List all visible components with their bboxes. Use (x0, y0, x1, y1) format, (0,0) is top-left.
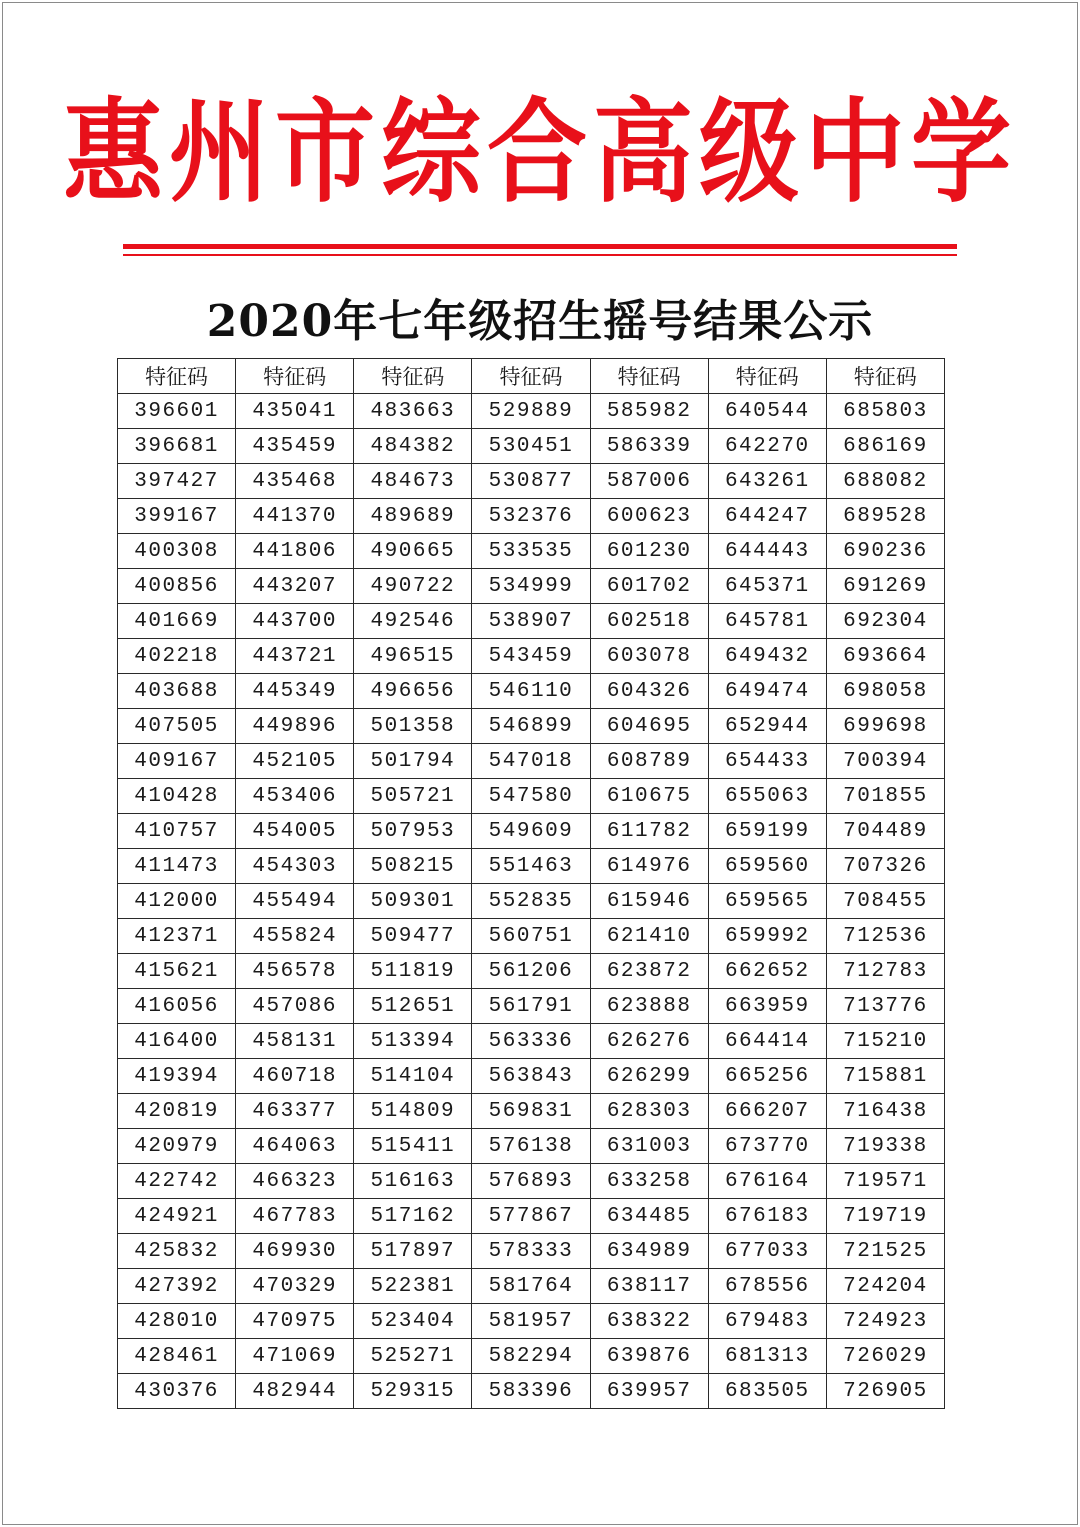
column-header: 特征码 (708, 359, 826, 394)
code-cell: 512651 (354, 989, 472, 1024)
code-cell: 604326 (590, 674, 708, 709)
code-cell: 659199 (708, 814, 826, 849)
code-cell: 509301 (354, 884, 472, 919)
code-cell: 508215 (354, 849, 472, 884)
table-row (118, 499, 945, 534)
table-row (118, 814, 945, 849)
code-cell: 460718 (236, 1059, 354, 1094)
code-cell: 410757 (118, 814, 236, 849)
code-cell: 416400 (118, 1024, 236, 1059)
code-cell: 420819 (118, 1094, 236, 1129)
code-cell: 685803 (826, 394, 944, 429)
code-cell: 659565 (708, 884, 826, 919)
code-cell: 514104 (354, 1059, 472, 1094)
code-cell: 614976 (590, 849, 708, 884)
code-cell: 623888 (590, 989, 708, 1024)
code-cell: 455824 (236, 919, 354, 954)
code-cell: 681313 (708, 1339, 826, 1374)
code-cell: 525271 (354, 1339, 472, 1374)
code-cell: 482944 (236, 1374, 354, 1409)
code-cell: 463377 (236, 1094, 354, 1129)
code-cell: 458131 (236, 1024, 354, 1059)
code-cell: 407505 (118, 709, 236, 744)
column-header: 特征码 (354, 359, 472, 394)
code-cell: 679483 (708, 1304, 826, 1339)
code-cell: 441370 (236, 499, 354, 534)
code-cell: 415621 (118, 954, 236, 989)
code-cell: 530451 (472, 429, 590, 464)
code-cell: 490722 (354, 569, 472, 604)
code-cell: 516163 (354, 1164, 472, 1199)
table-row (118, 779, 945, 814)
code-cell: 428010 (118, 1304, 236, 1339)
code-cell: 645781 (708, 604, 826, 639)
code-cell: 689528 (826, 499, 944, 534)
code-cell: 470329 (236, 1269, 354, 1304)
code-cell: 501794 (354, 744, 472, 779)
code-cell: 464063 (236, 1129, 354, 1164)
code-cell: 640544 (708, 394, 826, 429)
code-cell: 496515 (354, 639, 472, 674)
code-cell: 726029 (826, 1339, 944, 1374)
code-cell: 704489 (826, 814, 944, 849)
table-row (118, 954, 945, 989)
code-cell: 634989 (590, 1234, 708, 1269)
table-row (118, 1234, 945, 1269)
code-cell: 569831 (472, 1094, 590, 1129)
table-row (118, 1164, 945, 1199)
column-header: 特征码 (826, 359, 944, 394)
code-cell: 631003 (590, 1129, 708, 1164)
code-cell: 677033 (708, 1234, 826, 1269)
school-letterhead-title: 惠州市综合高级中学 (63, 86, 1017, 218)
code-cell: 600623 (590, 499, 708, 534)
column-header: 特征码 (236, 359, 354, 394)
code-cell: 602518 (590, 604, 708, 639)
code-cell: 610675 (590, 779, 708, 814)
code-cell: 724204 (826, 1269, 944, 1304)
code-cell: 457086 (236, 989, 354, 1024)
code-cell: 678556 (708, 1269, 826, 1304)
code-cell: 441806 (236, 534, 354, 569)
code-cell: 396681 (118, 429, 236, 464)
code-cell: 692304 (826, 604, 944, 639)
code-cell: 538907 (472, 604, 590, 639)
code-cell: 576138 (472, 1129, 590, 1164)
code-cell: 587006 (590, 464, 708, 499)
code-cell: 466323 (236, 1164, 354, 1199)
code-cell: 400856 (118, 569, 236, 604)
table-row (118, 1199, 945, 1234)
code-cell: 676164 (708, 1164, 826, 1199)
code-cell: 626299 (590, 1059, 708, 1094)
table-row (118, 1059, 945, 1094)
code-cell: 470975 (236, 1304, 354, 1339)
code-cell: 719338 (826, 1129, 944, 1164)
code-cell: 611782 (590, 814, 708, 849)
code-cell: 483663 (354, 394, 472, 429)
code-cell: 633258 (590, 1164, 708, 1199)
table-row (118, 639, 945, 674)
code-cell: 452105 (236, 744, 354, 779)
code-cell: 456578 (236, 954, 354, 989)
code-cell: 700394 (826, 744, 944, 779)
code-cell: 435459 (236, 429, 354, 464)
code-cell: 642270 (708, 429, 826, 464)
column-header: 特征码 (472, 359, 590, 394)
code-cell: 501358 (354, 709, 472, 744)
lottery-results-table (117, 358, 945, 1409)
code-cell: 514809 (354, 1094, 472, 1129)
table-row (118, 1339, 945, 1374)
code-cell: 643261 (708, 464, 826, 499)
code-cell: 690236 (826, 534, 944, 569)
table-row (118, 919, 945, 954)
code-cell: 583396 (472, 1374, 590, 1409)
table-row (118, 849, 945, 884)
code-cell: 549609 (472, 814, 590, 849)
code-cell: 626276 (590, 1024, 708, 1059)
code-cell: 716438 (826, 1094, 944, 1129)
code-cell: 420979 (118, 1129, 236, 1164)
code-cell: 532376 (472, 499, 590, 534)
code-cell: 449896 (236, 709, 354, 744)
table-row (118, 884, 945, 919)
code-cell: 601702 (590, 569, 708, 604)
code-cell: 412000 (118, 884, 236, 919)
code-cell: 604695 (590, 709, 708, 744)
code-cell: 397427 (118, 464, 236, 499)
code-cell: 719719 (826, 1199, 944, 1234)
letterhead-divider-thick (123, 244, 957, 249)
code-cell: 639957 (590, 1374, 708, 1409)
code-cell: 623872 (590, 954, 708, 989)
code-cell: 582294 (472, 1339, 590, 1374)
code-cell: 577867 (472, 1199, 590, 1234)
code-cell: 469930 (236, 1234, 354, 1269)
code-cell: 505721 (354, 779, 472, 814)
code-cell: 547018 (472, 744, 590, 779)
code-cell: 581764 (472, 1269, 590, 1304)
code-cell: 608789 (590, 744, 708, 779)
code-cell: 490665 (354, 534, 472, 569)
code-cell: 403688 (118, 674, 236, 709)
code-cell: 560751 (472, 919, 590, 954)
code-cell: 708455 (826, 884, 944, 919)
column-header: 特征码 (590, 359, 708, 394)
code-cell: 515411 (354, 1129, 472, 1164)
code-cell: 416056 (118, 989, 236, 1024)
code-cell: 673770 (708, 1129, 826, 1164)
code-cell: 578333 (472, 1234, 590, 1269)
code-cell: 585982 (590, 394, 708, 429)
code-cell: 496656 (354, 674, 472, 709)
code-cell: 603078 (590, 639, 708, 674)
code-cell: 435041 (236, 394, 354, 429)
code-cell: 649474 (708, 674, 826, 709)
code-cell: 513394 (354, 1024, 472, 1059)
code-cell: 664414 (708, 1024, 826, 1059)
code-cell: 425832 (118, 1234, 236, 1269)
code-cell: 552835 (472, 884, 590, 919)
code-cell: 399167 (118, 499, 236, 534)
code-cell: 443700 (236, 604, 354, 639)
letterhead-divider-thin (123, 254, 957, 256)
code-cell: 712536 (826, 919, 944, 954)
code-cell: 534999 (472, 569, 590, 604)
code-cell: 719571 (826, 1164, 944, 1199)
code-cell: 726905 (826, 1374, 944, 1409)
code-cell: 724923 (826, 1304, 944, 1339)
code-cell: 430376 (118, 1374, 236, 1409)
code-cell: 409167 (118, 744, 236, 779)
code-cell: 563336 (472, 1024, 590, 1059)
code-cell: 666207 (708, 1094, 826, 1129)
code-cell: 422742 (118, 1164, 236, 1199)
table-row (118, 1094, 945, 1129)
code-cell: 621410 (590, 919, 708, 954)
table-row (118, 1374, 945, 1409)
code-cell: 563843 (472, 1059, 590, 1094)
code-cell: 453406 (236, 779, 354, 814)
code-cell: 645371 (708, 569, 826, 604)
code-cell: 659560 (708, 849, 826, 884)
code-cell: 533535 (472, 534, 590, 569)
code-cell: 691269 (826, 569, 944, 604)
table-row (118, 674, 945, 709)
code-cell: 484673 (354, 464, 472, 499)
code-cell: 638117 (590, 1269, 708, 1304)
table-row (118, 569, 945, 604)
table-row (118, 394, 945, 429)
code-cell: 410428 (118, 779, 236, 814)
table-row (118, 744, 945, 779)
code-cell: 712783 (826, 954, 944, 989)
table-row (118, 1129, 945, 1164)
code-cell: 529889 (472, 394, 590, 429)
table-row (118, 464, 945, 499)
code-cell: 701855 (826, 779, 944, 814)
code-cell: 561791 (472, 989, 590, 1024)
code-cell: 411473 (118, 849, 236, 884)
table-row (118, 429, 945, 464)
table-row (118, 604, 945, 639)
code-cell: 427392 (118, 1269, 236, 1304)
code-cell: 547580 (472, 779, 590, 814)
table-row (118, 1024, 945, 1059)
table-body (118, 394, 945, 1409)
code-cell: 639876 (590, 1339, 708, 1374)
code-cell: 662652 (708, 954, 826, 989)
code-cell: 523404 (354, 1304, 472, 1339)
code-cell: 634485 (590, 1199, 708, 1234)
code-cell: 529315 (354, 1374, 472, 1409)
code-cell: 517162 (354, 1199, 472, 1234)
code-cell: 713776 (826, 989, 944, 1024)
code-cell: 522381 (354, 1269, 472, 1304)
code-cell: 419394 (118, 1059, 236, 1094)
code-cell: 683505 (708, 1374, 826, 1409)
code-cell: 581957 (472, 1304, 590, 1339)
code-cell: 400308 (118, 534, 236, 569)
table-row (118, 1269, 945, 1304)
code-cell: 546110 (472, 674, 590, 709)
code-cell: 412371 (118, 919, 236, 954)
code-cell: 546899 (472, 709, 590, 744)
table-row (118, 534, 945, 569)
code-cell: 509477 (354, 919, 472, 954)
code-cell: 530877 (472, 464, 590, 499)
table-row (118, 989, 945, 1024)
code-cell: 663959 (708, 989, 826, 1024)
code-cell: 551463 (472, 849, 590, 884)
code-cell: 644443 (708, 534, 826, 569)
code-cell: 665256 (708, 1059, 826, 1094)
code-cell: 443721 (236, 639, 354, 674)
code-cell: 467783 (236, 1199, 354, 1234)
code-cell: 471069 (236, 1339, 354, 1374)
code-cell: 489689 (354, 499, 472, 534)
code-cell: 655063 (708, 779, 826, 814)
code-cell: 721525 (826, 1234, 944, 1269)
code-cell: 699698 (826, 709, 944, 744)
code-cell: 615946 (590, 884, 708, 919)
code-cell: 428461 (118, 1339, 236, 1374)
code-cell: 715210 (826, 1024, 944, 1059)
code-cell: 445349 (236, 674, 354, 709)
code-cell: 654433 (708, 744, 826, 779)
code-cell: 511819 (354, 954, 472, 989)
code-cell: 649432 (708, 639, 826, 674)
code-cell: 454005 (236, 814, 354, 849)
code-cell: 698058 (826, 674, 944, 709)
code-cell: 652944 (708, 709, 826, 744)
code-cell: 507953 (354, 814, 472, 849)
code-cell: 424921 (118, 1199, 236, 1234)
code-cell: 686169 (826, 429, 944, 464)
table-row (118, 709, 945, 744)
code-cell: 455494 (236, 884, 354, 919)
document-title: 2020年七年级招生摇号结果公示 (206, 296, 874, 347)
code-cell: 688082 (826, 464, 944, 499)
code-cell: 715881 (826, 1059, 944, 1094)
table-header-row (118, 359, 945, 394)
code-cell: 644247 (708, 499, 826, 534)
code-cell: 492546 (354, 604, 472, 639)
code-cell: 576893 (472, 1164, 590, 1199)
code-cell: 693664 (826, 639, 944, 674)
code-cell: 401669 (118, 604, 236, 639)
code-cell: 676183 (708, 1199, 826, 1234)
code-cell: 402218 (118, 639, 236, 674)
code-cell: 601230 (590, 534, 708, 569)
code-cell: 659992 (708, 919, 826, 954)
code-cell: 586339 (590, 429, 708, 464)
code-cell: 443207 (236, 569, 354, 604)
code-cell: 484382 (354, 429, 472, 464)
column-header: 特征码 (118, 359, 236, 394)
code-cell: 517897 (354, 1234, 472, 1269)
code-cell: 707326 (826, 849, 944, 884)
code-cell: 638322 (590, 1304, 708, 1339)
code-cell: 435468 (236, 464, 354, 499)
code-cell: 628303 (590, 1094, 708, 1129)
code-cell: 396601 (118, 394, 236, 429)
code-cell: 543459 (472, 639, 590, 674)
code-cell: 454303 (236, 849, 354, 884)
code-cell: 561206 (472, 954, 590, 989)
table-row (118, 1304, 945, 1339)
